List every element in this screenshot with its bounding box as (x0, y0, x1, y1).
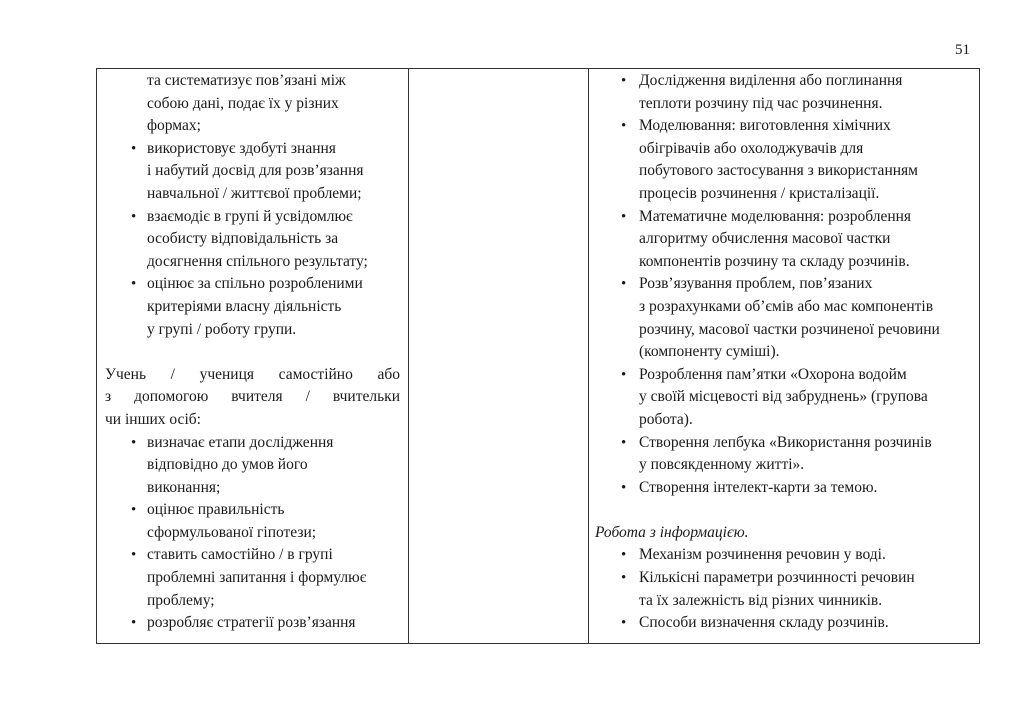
text-line: • Створення інтелект-карти за темою. (639, 478, 878, 496)
text-line: собою дані, подає їх у різних (147, 94, 339, 112)
page-number: 51 (955, 42, 970, 58)
text-line: • Способи визначення складу розчинів. (639, 614, 889, 632)
text-line: • ставить самостійно / в групі (147, 546, 333, 564)
learning-outcomes-cell (97, 69, 408, 635)
activities-column (588, 69, 979, 643)
spacer (105, 341, 400, 364)
bullet-item (105, 544, 400, 612)
text-line: • взаємодіє в групі й усвідомлює (147, 207, 353, 225)
intro-paragraph (105, 364, 400, 432)
bullet-item (595, 612, 971, 635)
text-line: • визначає етапи дослідження (147, 433, 334, 451)
activities-cell (589, 69, 979, 635)
text-line: з допомогою вчителя / вчительки (105, 388, 400, 406)
text-line: проблему; (147, 591, 215, 609)
text-line: • Моделювання: виготовлення хімічних (639, 117, 891, 135)
text-line: обігрівачів або охолоджувачів для (639, 139, 864, 157)
bullet-item (105, 499, 400, 544)
text-line: теплоти розчину під час розчинення. (639, 94, 883, 112)
text-line: • Кількісні параметри розчинності речовин (639, 569, 915, 587)
text-line: проблемні запитання і формулює (147, 569, 367, 587)
spacer (595, 499, 971, 522)
info-heading: Робота з інформацією. (595, 523, 749, 541)
text-line: формах; (147, 117, 201, 135)
bullet-item (595, 115, 971, 205)
curriculum-table (96, 68, 980, 644)
text-line: сформульованої гіпотези; (147, 523, 317, 541)
text-line: побутового застосування з використанням (639, 162, 918, 180)
text-line: у своїй місцевості від забруднень» (групова (639, 388, 928, 406)
bullet-item (595, 567, 971, 612)
learning-outcomes-column (97, 69, 408, 643)
text-line: і набутий досвід для розв’язання (147, 162, 364, 180)
text-line: • Дослідження виділення або поглинання (639, 72, 903, 89)
text-line: виконання; (147, 478, 221, 496)
bullet-item (595, 273, 971, 363)
text-line: • оцінює за спільно розробленими (147, 275, 363, 293)
text-line: • оцінює правильність (147, 501, 285, 519)
text-line: та їх залежність від різних чинників. (639, 591, 883, 609)
bullet-item (595, 206, 971, 274)
bullet-item (595, 544, 971, 567)
text-line: з розрахунками об’ємів або мас компонентів (639, 297, 934, 315)
text-line: відповідно до умов його (147, 456, 308, 474)
bullet-list (595, 70, 971, 499)
text-line: • використовує здобуті знання (147, 139, 336, 157)
text-line: • Розроблення пам’ятки «Охорона водойм (639, 365, 907, 383)
text-line: навчальної / життєвої проблеми; (147, 184, 362, 202)
continuation-text (105, 70, 400, 138)
text-line: • Розв’язування проблем, пов’язаних (639, 275, 873, 293)
text-line: особисту відповідальність за (147, 230, 339, 248)
bullet-list (105, 138, 400, 341)
bullet-item (105, 612, 400, 635)
bullet-item (595, 70, 971, 115)
text-line: критеріями власну діяльність (147, 297, 342, 315)
bullet-list (595, 544, 971, 634)
text-line: компонентів розчину та складу розчинів. (639, 252, 910, 270)
bullet-item (105, 206, 400, 274)
bullet-item (105, 273, 400, 341)
bullet-item (595, 477, 971, 500)
text-line: Учень / учениця самостійно або (105, 365, 400, 383)
text-line: досягнення спільного результату; (147, 252, 368, 270)
bullet-item (105, 432, 400, 500)
text-line: та систематизує пов’язані між (147, 72, 346, 89)
bullet-list (105, 432, 400, 635)
text-line: чи інших осіб: (105, 410, 201, 428)
text-line: у групі / роботу групи. (147, 320, 297, 338)
text-line: • розробляє стратегії розв’язання (147, 614, 356, 632)
text-line: • Математичне моделювання: розроблення (639, 207, 912, 225)
bullet-item (595, 432, 971, 477)
text-line: • Створення лепбука «Використання розчинів (639, 433, 932, 451)
text-line: робота). (639, 410, 693, 428)
text-line: • Механізм розчинення речовин у воді. (639, 546, 886, 564)
text-line: у повсякденному житті». (639, 456, 805, 474)
text-line: процесів розчинення / кристалізації. (639, 184, 880, 202)
bullet-item (105, 138, 400, 206)
empty-middle-column (408, 69, 588, 643)
text-line: розчину, масової частки розчиненої речовини (639, 320, 940, 338)
text-line: алгоритму обчислення масової частки (639, 230, 891, 248)
bullet-item (595, 364, 971, 432)
text-line: (компоненту суміші). (639, 343, 780, 361)
